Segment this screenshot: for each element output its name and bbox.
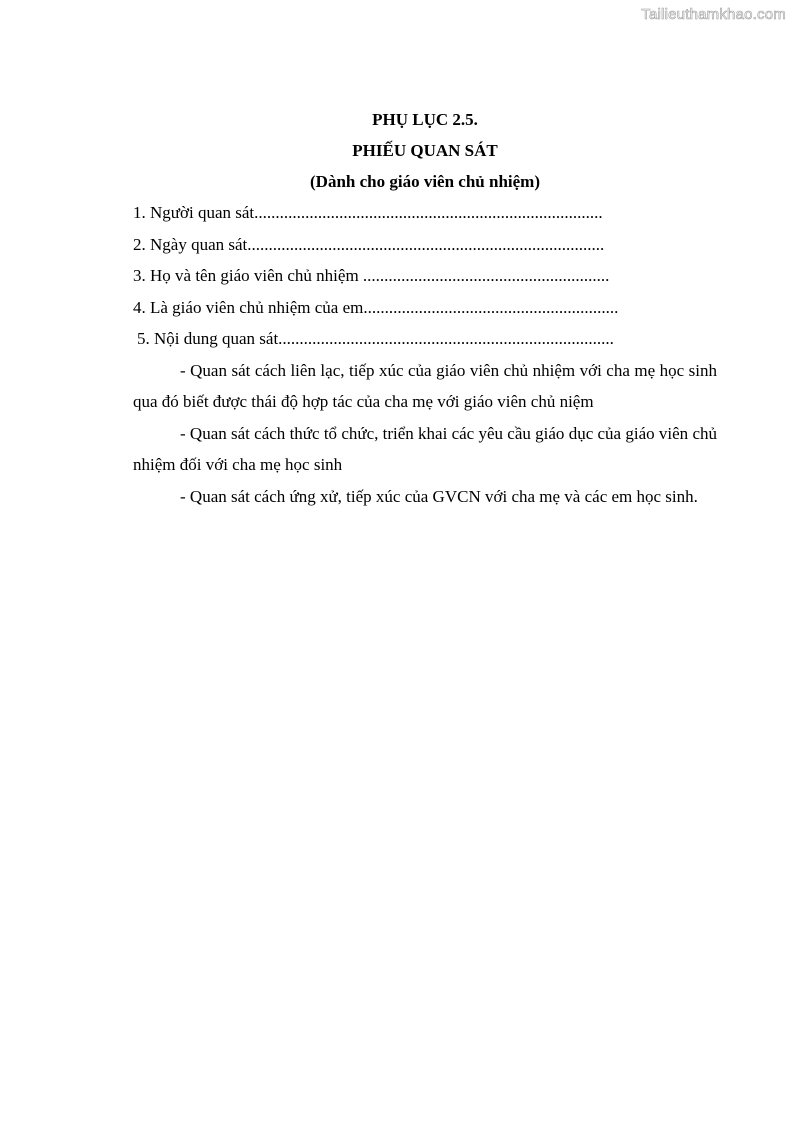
form-subtitle: (Dành cho giáo viên chủ nhiệm) — [310, 172, 540, 191]
field-observer: 1. Người quan sát.................................................................................. — [133, 203, 603, 222]
watermark-text: Tailieuthamkhao.com — [641, 6, 786, 23]
field-date: 2. Ngày quan sát.................................................................................... — [133, 234, 605, 254]
field-teacher-name: 3. Họ và tên giáo viên chủ nhiệm .......................................................... — [133, 266, 610, 285]
appendix-heading: PHỤ LỤC 2.5. — [372, 110, 478, 129]
form-title: PHIẾU QUAN SÁT — [352, 141, 498, 160]
observation-item: - Quan sát cách thức tổ chức, triển khai các yêu cầu giáo dục của giáo viên chủ nhiệm đối với cha mẹ học sinh — [133, 423, 717, 474]
document-page — [133, 104, 717, 512]
observation-item: - Quan sát cách ứng xử, tiếp xúc của GVCN với cha mẹ và các em học sinh. — [180, 486, 698, 506]
observation-item: - Quan sát cách liên lạc, tiếp xúc của giáo viên chủ nhiệm với cha mẹ học sinh qua đó biết được thái độ hợp tác của cha mẹ với giáo viên chủ niệm — [133, 360, 717, 411]
field-observation-content: 5. Nội dung quan sát............................................................................... — [137, 329, 614, 348]
field-homeroom-of: 4. Là giáo viên chủ nhiệm của em............................................................ — [133, 297, 619, 317]
